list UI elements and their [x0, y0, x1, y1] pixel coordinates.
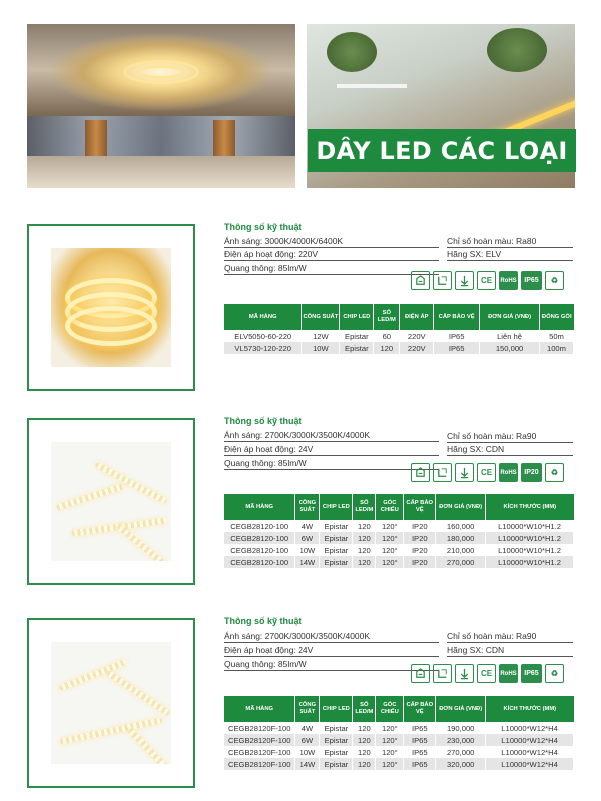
cell: L10000*W10*H1.2	[486, 532, 574, 544]
cell: 220V	[400, 342, 434, 354]
cell: IP20	[404, 556, 436, 568]
col-header: MÃ HÀNG	[224, 304, 302, 330]
cell: 120°	[376, 556, 404, 568]
col-header: CÔNG SUẤT	[302, 304, 340, 330]
cell: L10000*W12*H4	[486, 758, 574, 770]
col-header: CHIP LED	[320, 696, 353, 722]
cell: 120	[353, 734, 376, 746]
spec-flux: Quang thông: 85lm/W	[224, 659, 439, 671]
cell: 320,000	[436, 758, 486, 770]
col-header: CẤP BẢO VỆ	[404, 696, 436, 722]
col-header: MÃ HÀNG	[224, 696, 295, 722]
rohs-icon: RoHS	[499, 271, 518, 290]
product-image-frame	[27, 618, 195, 788]
rotate-icon	[411, 463, 430, 482]
ip20-icon: IP20	[521, 463, 542, 482]
cell: CEGB28120F-100	[224, 746, 295, 758]
spec-brand: Hãng SX: ELV	[447, 249, 573, 261]
cell: 4W	[295, 722, 320, 734]
led-strip-photo	[51, 442, 171, 561]
spec-cri: Chỉ số hoàn màu: Ra90	[447, 631, 573, 643]
recycle-icon: ♻	[545, 271, 564, 290]
cell: 4W	[295, 520, 320, 532]
col-header: ĐƠN GIÁ (VNĐ)	[436, 494, 486, 520]
cell: Epistar	[320, 520, 353, 532]
spec-brand: Hãng SX: CDN	[447, 444, 573, 456]
rohs-icon: RoHS	[499, 463, 518, 482]
cell: CEGB28120F-100	[224, 758, 295, 770]
col-header: GÓC CHIẾU	[376, 494, 404, 520]
cell: 220V	[400, 330, 434, 342]
cert-icons	[411, 271, 564, 290]
dimension-icon	[433, 664, 452, 683]
down-arrow-icon	[455, 664, 474, 683]
col-header: CẤP BẢO VỆ	[434, 304, 480, 330]
cell: Epistar	[320, 532, 353, 544]
cell: CEGB28120F-100	[224, 722, 295, 734]
cell: 6W	[295, 532, 320, 544]
cell: 190,000	[436, 722, 486, 734]
cell: CEGB28120F-100	[224, 734, 295, 746]
ip65-icon: IP65	[521, 664, 542, 683]
spec-title: Thông số kỹ thuật	[224, 222, 302, 232]
col-header: ĐƠN GIÁ (VNĐ)	[480, 304, 540, 330]
cell: 50m	[539, 330, 573, 342]
col-header: ĐƠN GIÁ (VNĐ)	[436, 696, 486, 722]
ce-mark-icon: CE	[477, 271, 496, 290]
cell: 120	[353, 722, 376, 734]
ip65-icon: IP65	[521, 271, 542, 290]
col-header: KÍCH THƯỚC (MM)	[486, 494, 574, 520]
cell: 160,000	[436, 520, 486, 532]
product-table	[224, 304, 574, 354]
table-row	[224, 520, 574, 532]
cell: 180,000	[436, 532, 486, 544]
spec-light: Ánh sáng: 3000K/4000K/6400K	[224, 236, 439, 248]
cell: CEGB28120-100	[224, 544, 295, 556]
cell: 6W	[295, 734, 320, 746]
spec-light: Ánh sáng: 2700K/3000K/3500K/4000K	[224, 631, 439, 643]
cell: 120	[374, 342, 400, 354]
col-header: SỐ LED/M	[374, 304, 400, 330]
cell: 10W	[295, 544, 320, 556]
rohs-icon: RoHS	[499, 664, 518, 683]
ce-mark-icon: CE	[477, 463, 496, 482]
cell: 270,000	[436, 746, 486, 758]
lobby-ceiling-photo	[27, 24, 295, 188]
rotate-icon	[411, 664, 430, 683]
cell: IP65	[404, 722, 436, 734]
cell: 14W	[295, 758, 320, 770]
product-table	[224, 696, 574, 770]
col-header: SỐ LED/M	[353, 696, 376, 722]
col-header: CHIP LED	[340, 304, 374, 330]
table-row	[224, 734, 574, 746]
spec-title: Thông số kỹ thuật	[224, 416, 302, 426]
cell: 150,000	[480, 342, 540, 354]
cell: 120°	[376, 758, 404, 770]
cell: L10000*W12*H4	[486, 734, 574, 746]
cell: 120°	[376, 722, 404, 734]
cell: 120°	[376, 532, 404, 544]
cell: IP65	[434, 330, 480, 342]
product-image-frame	[27, 224, 195, 391]
cell: L10000*W10*H1.2	[486, 556, 574, 568]
cell: IP65	[404, 758, 436, 770]
cell: Epistar	[320, 556, 353, 568]
dimension-icon	[433, 271, 452, 290]
cell: ELV5050-60-220	[224, 330, 302, 342]
cell: Epistar	[320, 544, 353, 556]
cell: CEGB28120-100	[224, 520, 295, 532]
cell: Epistar	[320, 758, 353, 770]
down-arrow-icon	[455, 271, 474, 290]
cell: Epistar	[320, 734, 353, 746]
cell: IP20	[404, 532, 436, 544]
cell: 10W	[302, 342, 340, 354]
col-header: CẤP BẢO VỆ	[404, 494, 436, 520]
cell: Epistar	[320, 722, 353, 734]
cell: 10W	[295, 746, 320, 758]
cell: 230,000	[436, 734, 486, 746]
table-row	[224, 330, 574, 342]
page-title-banner	[308, 129, 576, 172]
cell: L10000*W12*H4	[486, 722, 574, 734]
table-row	[224, 758, 574, 770]
ce-mark-icon: CE	[477, 664, 496, 683]
spec-brand: Hãng SX: CDN	[447, 645, 573, 657]
table-row	[224, 722, 574, 734]
led-coil-photo	[51, 248, 171, 367]
spec-flux: Quang thông: 85lm/W	[224, 458, 439, 470]
led-strip-photo	[51, 642, 171, 764]
spec-cri: Chỉ số hoàn màu: Ra90	[447, 431, 573, 443]
table-row	[224, 556, 574, 568]
spec-flux: Quang thông: 85lm/W	[224, 263, 439, 275]
table-row	[224, 746, 574, 758]
dimension-icon	[433, 463, 452, 482]
spec-voltage: Điện áp hoạt động: 220V	[224, 249, 439, 261]
cell: 14W	[295, 556, 320, 568]
col-header: CÔNG SUẤT	[295, 494, 320, 520]
product-image-frame	[27, 418, 195, 585]
cell: Epistar	[340, 342, 374, 354]
cell: 270,000	[436, 556, 486, 568]
cell: 120	[353, 520, 376, 532]
cell: IP65	[434, 342, 480, 354]
cell: VL5730-120-220	[224, 342, 302, 354]
down-arrow-icon	[455, 463, 474, 482]
spec-voltage: Điện áp hoạt động: 24V	[224, 444, 439, 456]
table-row	[224, 544, 574, 556]
table-row	[224, 532, 574, 544]
cell: IP20	[404, 520, 436, 532]
cell: L10000*W12*H4	[486, 746, 574, 758]
cert-icons	[411, 463, 564, 482]
cell: 100m	[539, 342, 573, 354]
page-title: DÂY LED CÁC LOẠI	[316, 136, 568, 165]
cell: Liên hệ	[480, 330, 540, 342]
cell: 120°	[376, 734, 404, 746]
col-header: ĐIỆN ÁP	[400, 304, 434, 330]
recycle-icon: ♻	[545, 463, 564, 482]
spec-cri: Chỉ số hoàn màu: Ra80	[447, 236, 573, 248]
col-header: CÔNG SUẤT	[295, 696, 320, 722]
cell: 120	[353, 758, 376, 770]
spec-title: Thông số kỹ thuật	[224, 616, 302, 626]
cell: 120	[353, 556, 376, 568]
col-header: CHIP LED	[320, 494, 353, 520]
cell: 120°	[376, 544, 404, 556]
cert-icons	[411, 664, 564, 683]
cell: L10000*W10*H1.2	[486, 520, 574, 532]
cell: 120	[353, 532, 376, 544]
spec-light: Ánh sáng: 2700K/3000K/3500K/4000K	[224, 430, 439, 442]
cell: CEGB28120-100	[224, 532, 295, 544]
product-table	[224, 494, 574, 568]
col-header: GÓC CHIẾU	[376, 696, 404, 722]
cell: Epistar	[340, 330, 374, 342]
table-row	[224, 342, 574, 354]
spec-voltage: Điện áp hoạt động: 24V	[224, 645, 439, 657]
cell: Epistar	[320, 746, 353, 758]
cell: 120°	[376, 746, 404, 758]
cell: IP65	[404, 746, 436, 758]
cell: CEGB28120-100	[224, 556, 295, 568]
cell: 210,000	[436, 544, 486, 556]
col-header: KÍCH THƯỚC (MM)	[486, 696, 574, 722]
col-header: ĐÓNG GÓI	[539, 304, 573, 330]
cell: 60	[374, 330, 400, 342]
cell: 120	[353, 544, 376, 556]
cell: 120	[353, 746, 376, 758]
recycle-icon: ♻	[545, 664, 564, 683]
cell: 12W	[302, 330, 340, 342]
cell: 120°	[376, 520, 404, 532]
cell: IP65	[404, 734, 436, 746]
cell: IP20	[404, 544, 436, 556]
rotate-icon	[411, 271, 430, 290]
cell: L10000*W10*H1.2	[486, 544, 574, 556]
col-header: SỐ LED/M	[353, 494, 376, 520]
col-header: MÃ HÀNG	[224, 494, 295, 520]
